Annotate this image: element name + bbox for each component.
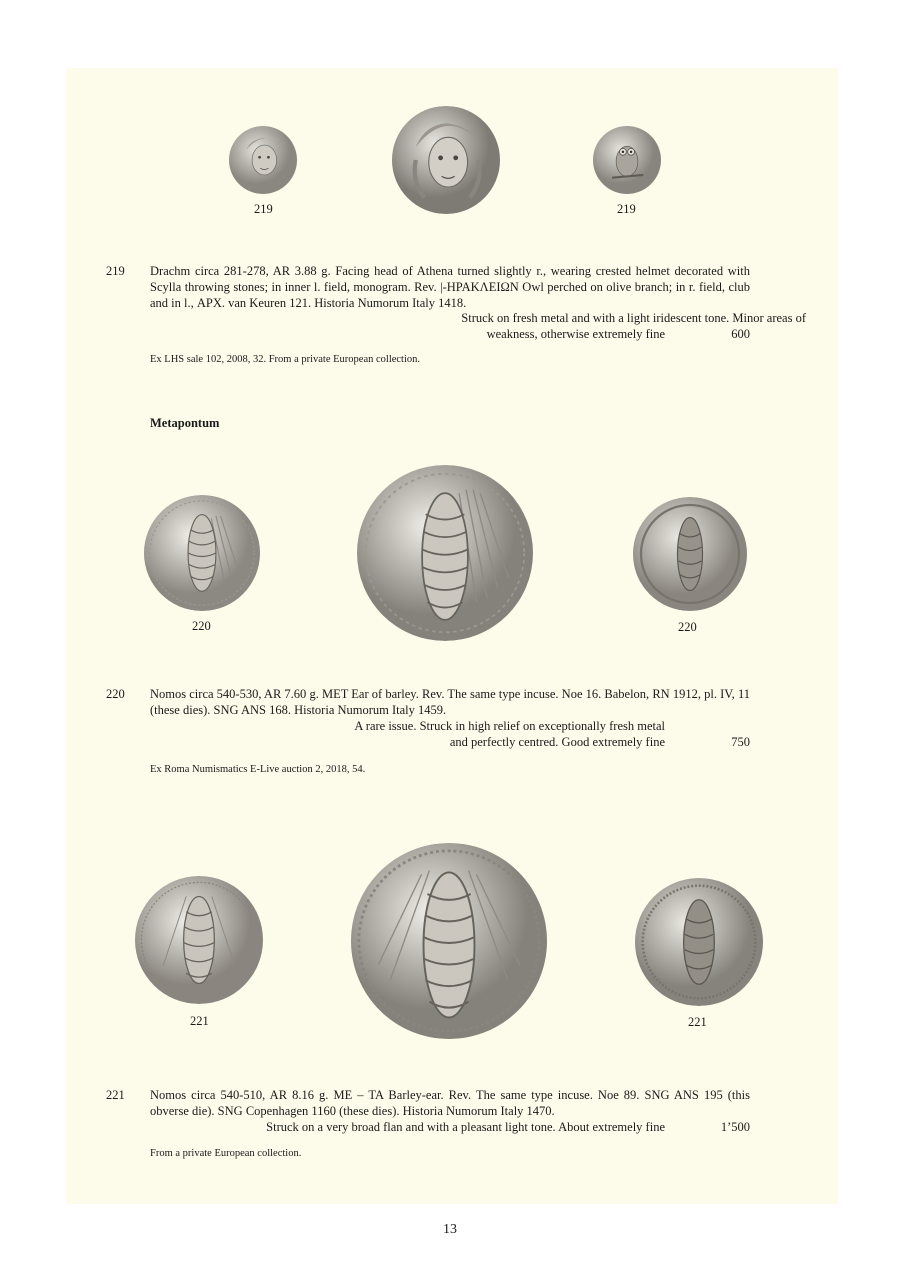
estimate-price: 600 xyxy=(731,327,750,341)
coin-220-reverse xyxy=(630,497,750,611)
coin-reference-number: 219 xyxy=(617,202,636,216)
barley-ear-image xyxy=(142,495,262,611)
lot-description: Nomos circa 540-510, AR 8.16 g. ME – TA Barley-ear. Rev. The same type incuse. Noe 89. SNG ANS 195 (this obverse die). SNG Copenhagen 1160 (these dies). Historia Numorum Italy 1470. xyxy=(150,1088,750,1118)
provenance-note: Ex LHS sale 102, 2008, 32. From a private European collection. xyxy=(150,354,421,365)
owl-image xyxy=(590,126,664,194)
coin-221-obverse-large xyxy=(346,843,552,1039)
coin-reference-number: 221 xyxy=(190,1014,209,1028)
lot-number: 220 xyxy=(106,687,125,701)
lot-number: 221 xyxy=(106,1088,125,1102)
coin-reference-number: 220 xyxy=(192,619,211,633)
estimate-price: 1’500 xyxy=(720,1120,750,1134)
condition-line-1: A rare issue. Struck in high relief on exceptionally fresh metal xyxy=(354,719,665,733)
coin-reference-number: 221 xyxy=(688,1015,707,1029)
lot-221-condition xyxy=(0,1119,900,1139)
condition-line-2: weakness, otherwise extremely fine xyxy=(486,327,665,341)
lot-number: 219 xyxy=(106,264,125,278)
barley-ear-enlarged-image xyxy=(352,465,538,641)
lot-220-condition xyxy=(0,718,900,754)
incuse-barley-ear-image xyxy=(632,878,766,1006)
coin-219-obverse-large xyxy=(388,106,504,214)
coin-reference-number: 220 xyxy=(678,620,697,634)
provenance-note: From a private European collection. xyxy=(150,1148,302,1159)
coin-220-obverse-small xyxy=(142,495,262,611)
provenance-note: Ex Roma Numismatics E-Live auction 2, 2018, 54. xyxy=(150,764,366,775)
page-number: 13 xyxy=(443,1222,457,1237)
athena-head-image xyxy=(226,126,300,194)
section-title: Metapontum xyxy=(150,416,220,430)
lot-description: Nomos circa 540-530, AR 7.60 g. MET Ear of barley. Rev. The same type incuse. Noe 16. Babelon, RN 1912, pl. IV, 11 (these dies). SNG ANS 168. Historia Numorum Italy 1459. xyxy=(150,687,750,717)
condition-line-2: and perfectly centred. Good extremely fine xyxy=(449,735,665,749)
coin-221-obverse-small xyxy=(130,876,268,1004)
athena-head-enlarged-image xyxy=(388,106,504,214)
estimate-price: 750 xyxy=(731,735,750,749)
condition-line-1: Struck on fresh metal and with a light iridescent tone. Minor areas of xyxy=(461,311,806,325)
coin-219-obverse-small xyxy=(226,126,300,194)
lot-219-condition xyxy=(0,310,900,346)
barley-ear-image xyxy=(130,876,268,1004)
condition-line-1: Struck on a very broad flan and with a pleasant light tone. About extremely fine xyxy=(266,1120,665,1134)
coin-221-reverse xyxy=(632,878,766,1006)
coin-reference-number: 219 xyxy=(254,202,273,216)
incuse-barley-ear-image xyxy=(630,497,750,611)
barley-ear-enlarged-image xyxy=(346,843,552,1039)
coin-219-reverse xyxy=(590,126,664,194)
lot-description: Drachm circa 281-278, AR 3.88 g. Facing head of Athena turned slightly r., wearing crested helmet decorated with Scylla throwing stones; in inner l. field, monogram. Rev. |-ΗΡΑΚΛΕΙΩΝ Owl perched on olive branch; in r. field, club and in l., ΑΡΧ. van Keuren 121. Historia Numorum Italy 1418. xyxy=(150,264,750,310)
coin-220-obverse-large xyxy=(352,465,538,641)
